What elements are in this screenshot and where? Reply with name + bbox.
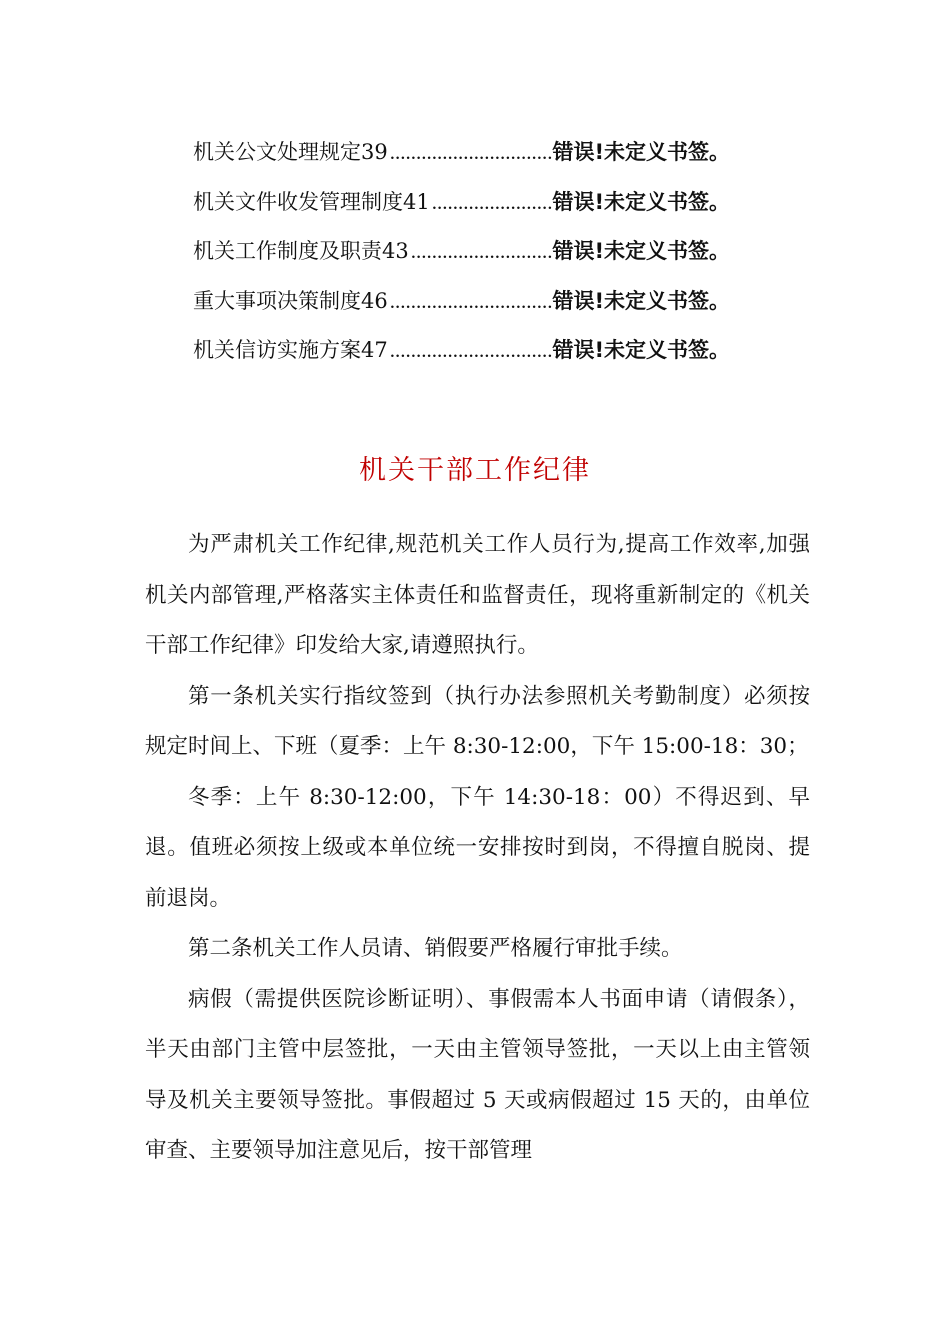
toc-leader-dots: ............................... bbox=[389, 288, 553, 313]
intro-paragraph: 为严肃机关工作纪律,规范机关工作人员行为,提高工作效率,加强机关内部管理,严格落实主体责任和监督责任，现将重新制定的《机关干部工作纪律》印发给大家,请遵照执行。 bbox=[145, 532, 810, 658]
article-paragraph: 病假（需提供医院诊断证明）、事假需本人书面申请（请假条），半天由部门主管中层签批，一天由主管领导签批，一天以上由主管领导及机关主要领导签批。事假超过 5 天或病假超过 15 天的，由单位审查、主要领导加注意见后，按干部管理 bbox=[145, 986, 810, 1163]
toc-entry-page: 39 bbox=[361, 140, 388, 164]
article-paragraph: 第一条机关实行指纹签到（执行办法参照机关考勤制度）必须按规定时间上、下班（夏季：上午 8:30-12:00，下午 15:00-18：30； bbox=[145, 683, 810, 759]
toc-leader-dots: ............................... bbox=[389, 338, 553, 362]
toc-bookmark-error: 错误!未定义书签。 bbox=[552, 189, 731, 214]
toc-leader-dots: ............................... bbox=[389, 140, 553, 164]
toc-entry-title: 机关公文处理规定 bbox=[193, 140, 361, 164]
toc-bookmark-error: 错误!未定义书签。 bbox=[552, 239, 731, 263]
toc-entry-title: 机关信访实施方案 bbox=[193, 338, 361, 362]
toc-bookmark-error: 错误!未定义书签。 bbox=[552, 338, 731, 362]
article-paragraph: 冬季：上午 8:30-12:00，下午 14:30-18：00）不得迟到、早退。值班必须按上级或本单位统一安排按时到岗，不得擅自脱岗、提前退岗。 bbox=[145, 784, 810, 911]
toc-entry-title: 机关工作制度及职责 bbox=[193, 239, 382, 263]
toc-leader-dots: ........................... bbox=[410, 239, 553, 263]
toc-entry-title: 重大事项决策制度 bbox=[193, 288, 361, 313]
section-heading: 机关干部工作纪律 bbox=[359, 455, 591, 486]
toc-entry-page: 43 bbox=[382, 239, 409, 263]
toc-entry[interactable] bbox=[193, 227, 813, 277]
toc-leader-dots: ....................... bbox=[431, 189, 553, 214]
toc-entry[interactable] bbox=[193, 326, 813, 376]
article-paragraph: 第二条机关工作人员请、销假要严格履行审批手续。 bbox=[188, 936, 683, 961]
toc-entry[interactable] bbox=[193, 277, 813, 327]
toc-entry[interactable] bbox=[193, 128, 813, 178]
toc-entry-page: 47 bbox=[361, 338, 388, 362]
table-of-contents bbox=[193, 128, 813, 376]
toc-entry[interactable] bbox=[193, 178, 813, 228]
toc-bookmark-error: 错误!未定义书签。 bbox=[552, 140, 731, 164]
body-text bbox=[145, 520, 810, 1177]
toc-entry-page: 46 bbox=[361, 288, 388, 313]
toc-bookmark-error: 错误!未定义书签。 bbox=[552, 288, 731, 313]
toc-entry-title: 机关文件收发管理制度 bbox=[193, 189, 403, 214]
toc-entry-page: 41 bbox=[403, 189, 430, 214]
